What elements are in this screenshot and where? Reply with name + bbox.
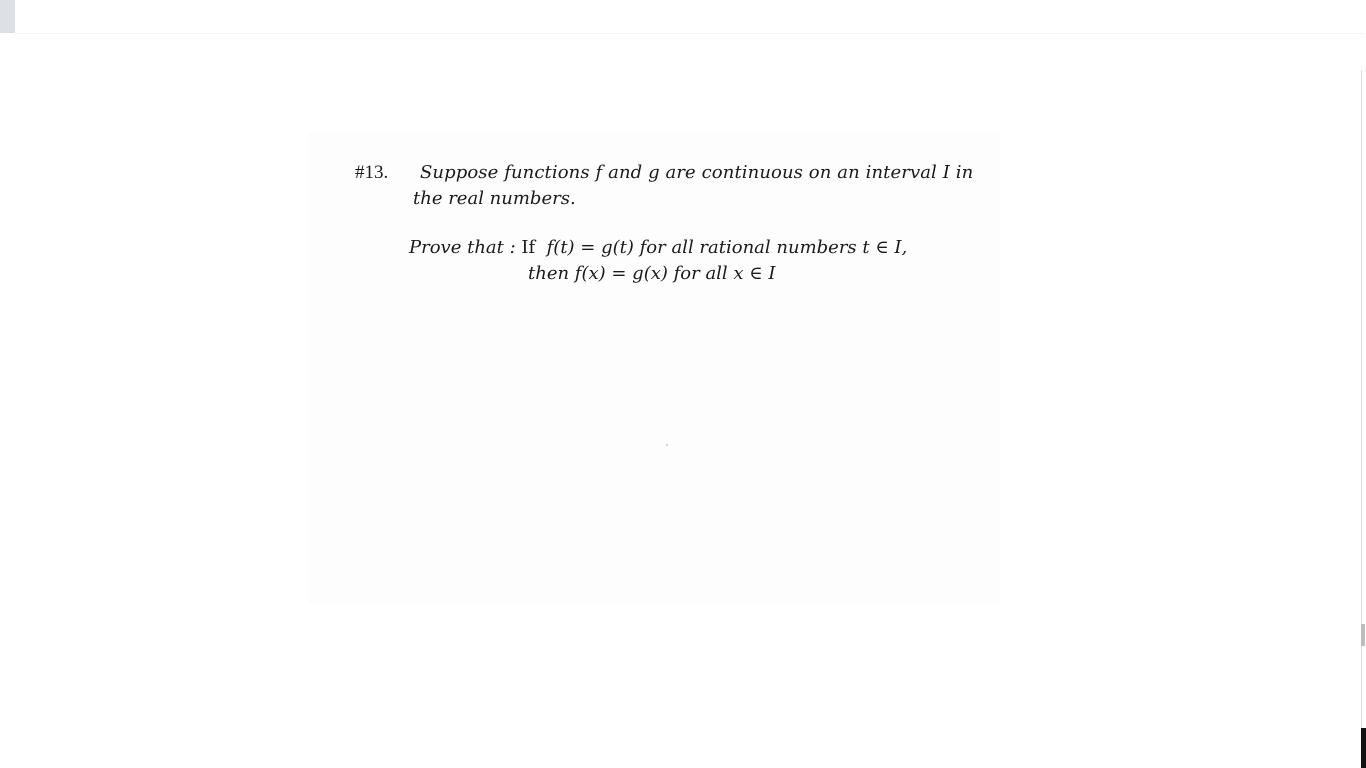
problem-number: #13.	[355, 162, 389, 183]
scanned-document-page	[308, 132, 1000, 604]
problem-statement-line-2: the real numbers.	[413, 188, 576, 209]
problem-statement-line-1: Suppose functions f and g are continuous on an interval I in	[420, 162, 974, 183]
scrollbar-end-block	[1361, 728, 1366, 768]
scrollbar-thumb[interactable]	[1361, 624, 1365, 646]
scan-speck	[666, 444, 668, 446]
if-word: If	[521, 237, 536, 258]
condition-text: f(t) = g(t) for all rational numbers t ∈ I,	[546, 237, 908, 258]
prove-line	[409, 237, 907, 258]
scrollbar-track[interactable]	[1361, 70, 1362, 768]
top-divider	[15, 33, 1363, 34]
window-corner-tab	[0, 0, 15, 33]
prove-label: Prove that :	[409, 237, 522, 258]
conclusion-line: then f(x) = g(x) for all x ∈ I	[528, 263, 776, 284]
